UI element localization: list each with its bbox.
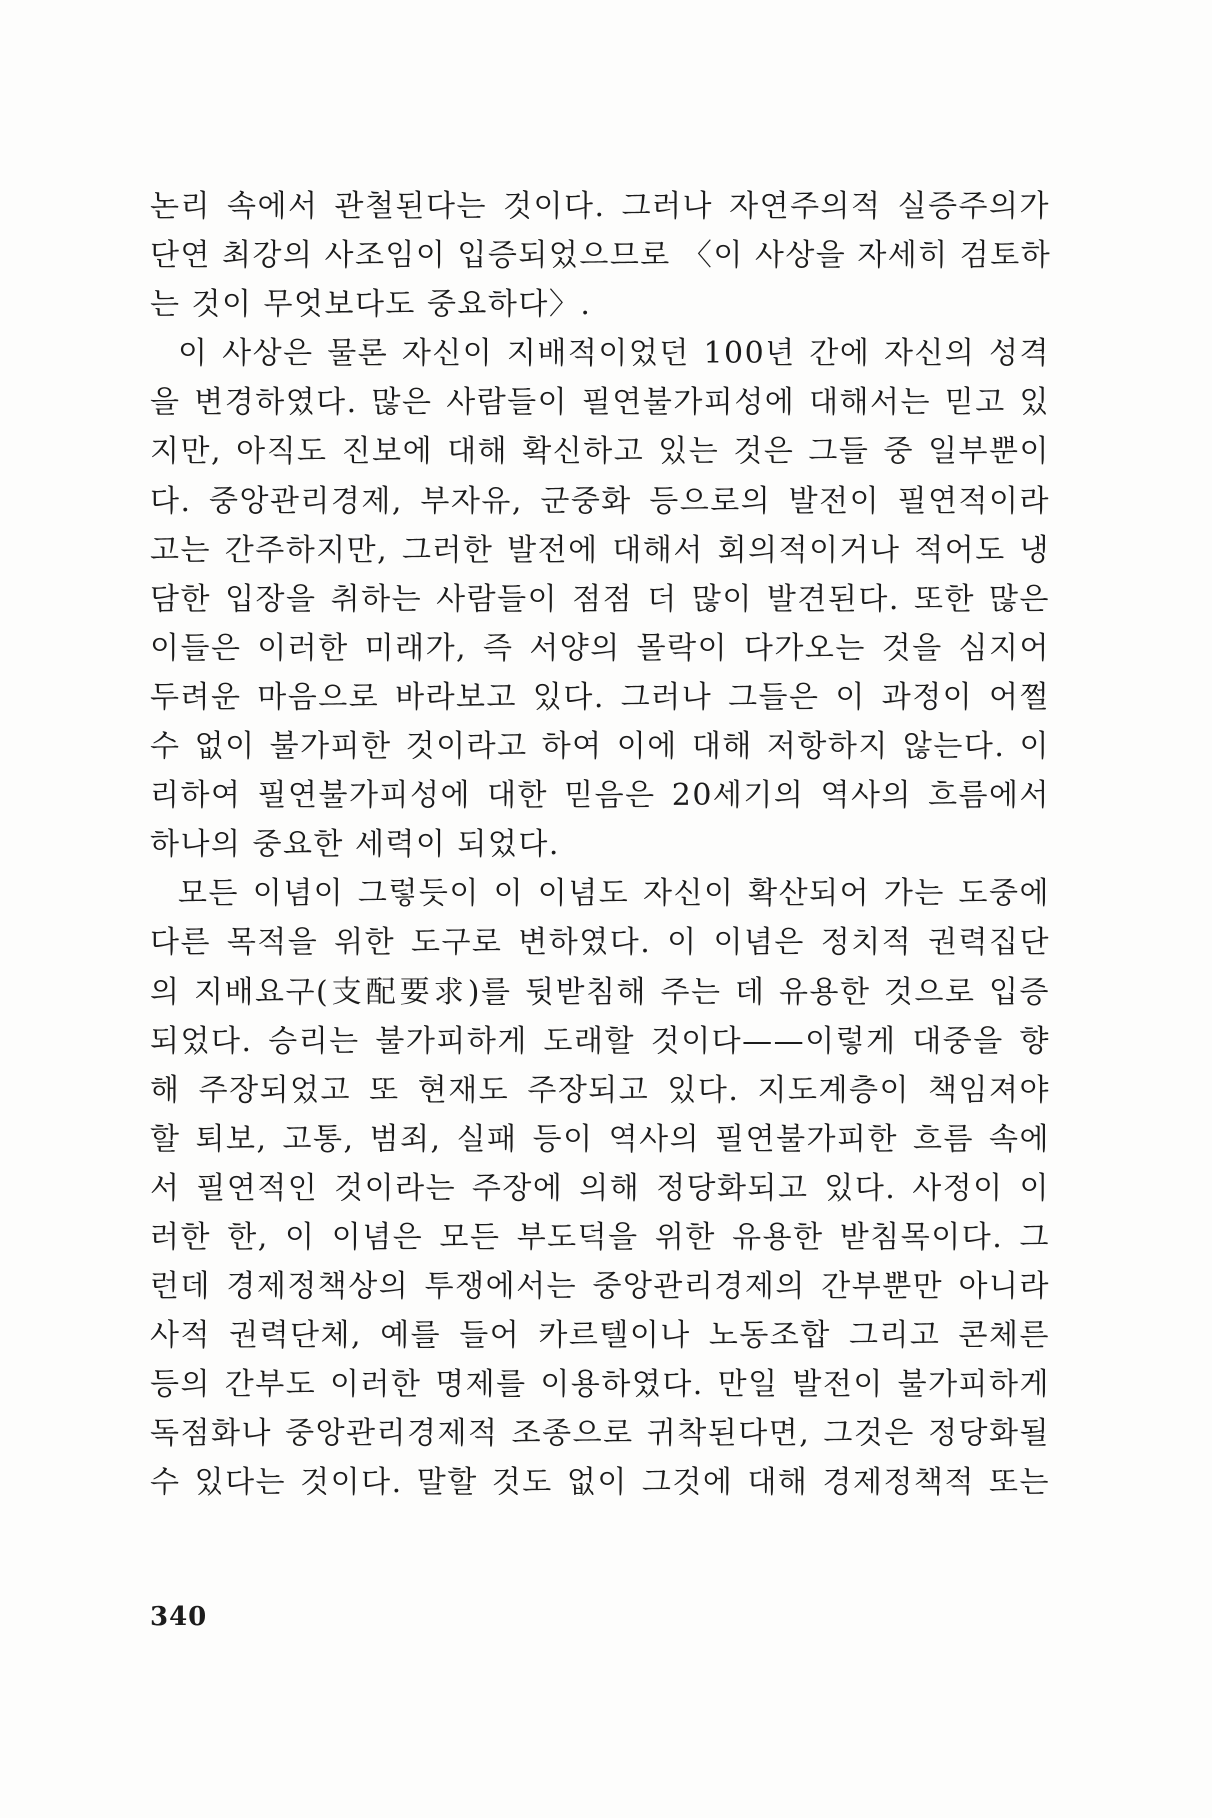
- text-line: 이들은 이러한 미래가, 즉 서양의 몰락이 다가오는 것을 심지어: [150, 630, 1050, 666]
- text-line: 되었다. 승리는 불가피하게 도래할 것이다——이렇게 대중을 향: [150, 1023, 1050, 1059]
- text-line: 해 주장되었고 또 현재도 주장되고 있다. 지도계층이 책임져야: [150, 1072, 1050, 1108]
- text-line: 하나의 중요한 세력이 되었다.: [150, 827, 560, 863]
- text-line: 단연 최강의 사조임이 입증되었으므로 〈이 사상을 자세히 검토하: [150, 238, 1052, 274]
- text-line: 사적 권력단체, 예를 들어 카르텔이나 노동조합 그리고 콘체른: [150, 1318, 1050, 1354]
- text-line: 을 변경하였다. 많은 사람들이 필연불가피성에 대해서는 믿고 있: [150, 385, 1050, 421]
- body-text: [150, 182, 1050, 1508]
- text-line: 논리 속에서 관철된다는 것이다. 그러나 자연주의적 실증주의가: [150, 189, 1050, 224]
- text-line: 등의 간부도 이러한 명제를 이용하였다. 만일 발전이 불가피하게: [150, 1367, 1050, 1403]
- text-line: 의 지배요구(支配要求)를 뒷받침해 주는 데 유용한 것으로 입증: [150, 974, 1050, 1010]
- text-line: 할 퇴보, 고통, 범죄, 실패 등이 역사의 필연불가피한 흐름 속에: [150, 1121, 1050, 1157]
- text-line: 수 없이 불가피한 것이라고 하여 이에 대해 저항하지 않는다. 이: [150, 729, 1050, 765]
- text-line: 모든 이념이 그렇듯이 이 이념도 자신이 확산되어 가는 도중에: [178, 876, 1050, 912]
- text-line: 서 필연적인 것이라는 주장에 의해 정당화되고 있다. 사정이 이: [150, 1170, 1050, 1206]
- text-line: 다른 목적을 위한 도구로 변하였다. 이 이념은 정치적 권력집단: [150, 925, 1050, 961]
- text-line: 다. 중앙관리경제, 부자유, 군중화 등으로의 발전이 필연적이라: [150, 483, 1050, 519]
- text-line: 담한 입장을 취하는 사람들이 점점 더 많이 발견된다. 또한 많은: [150, 581, 1050, 617]
- text-line: 독점화나 중앙관리경제적 조종으로 귀착된다면, 그것은 정당화될: [150, 1416, 1050, 1452]
- text-line: 리하여 필연불가피성에 대한 믿음은 20세기의 역사의 흐름에서: [150, 778, 1050, 814]
- text-line: 는 것이 무엇보다도 중요하다〉.: [150, 287, 592, 323]
- text-line: 두려운 마음으로 바라보고 있다. 그러나 그들은 이 과정이 어쩔: [150, 679, 1050, 715]
- text-line: 러한 한, 이 이념은 모든 부도덕을 위한 유용한 받침목이다. 그: [150, 1219, 1050, 1255]
- page-number: 340: [150, 1602, 208, 1632]
- text-line: 이 사상은 물론 자신이 지배적이었던 100년 간에 자신의 성격: [178, 336, 1050, 372]
- text-line: 런데 경제정책상의 투쟁에서는 중앙관리경제의 간부뿐만 아니라: [150, 1269, 1050, 1305]
- text-line: 고는 간주하지만, 그러한 발전에 대해서 회의적이거나 적어도 냉: [150, 532, 1050, 568]
- text-line: 수 있다는 것이다. 말할 것도 없이 그것에 대해 경제정책적 또는: [150, 1465, 1050, 1501]
- text-line: 지만, 아직도 진보에 대해 확신하고 있는 것은 그들 중 일부뿐이: [150, 434, 1050, 470]
